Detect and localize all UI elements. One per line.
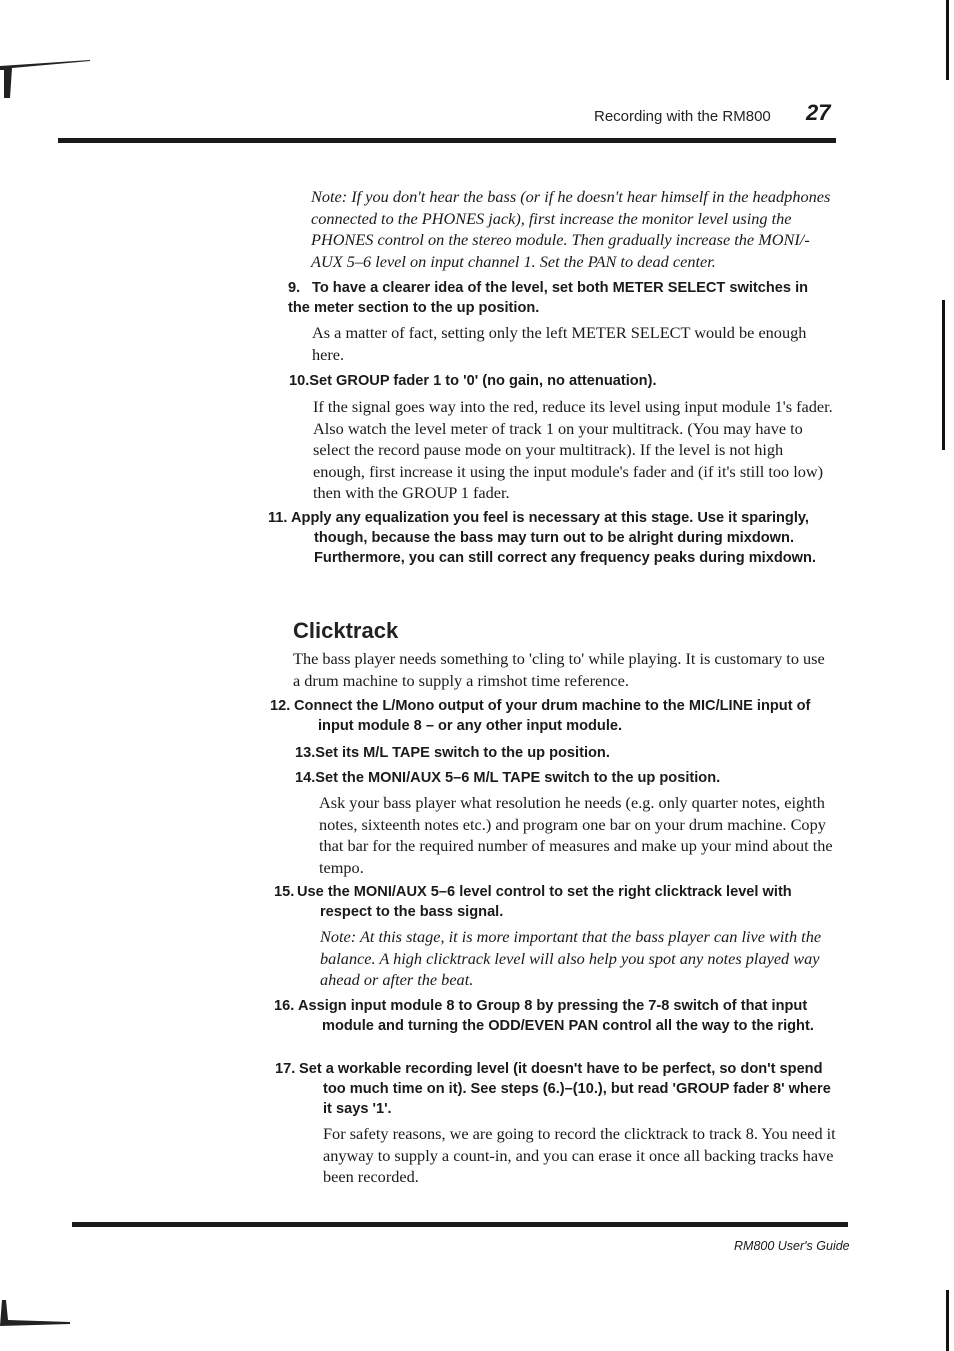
step-15-note [320, 926, 840, 991]
step-text: Set a workable recording level (it doesn't have to be perfect, so don't spend too much time on it). See steps (6.)–(10.), but read 'GROUP fader 8' where it says '1'. [299, 1061, 831, 1117]
step-text: Assign input module 8 to Group 8 by pressing the 7-8 switch of that input module and turning the ODD/EVEN PAN control all the way to the right. [298, 998, 814, 1034]
step-16: 16. Assign input module 8 to Group 8 by pressing the 7-8 switch of that input module and turning the ODD/EVEN PAN control all the way to the right. [274, 998, 814, 1034]
step-number: 14. [295, 770, 316, 786]
step-17: 17. Set a workable recording level (it doesn't have to be perfect, so don't spend too much time on it). See steps (6.)–(10.), but read 'GROUP fader 8' where it says '1'. [275, 1061, 831, 1117]
intro-note [311, 186, 833, 272]
step-text: Set the MONI/AUX 5–6 M/L TAPE switch to the up position. [315, 770, 721, 786]
footer-title: RM800 User's Guide [734, 1239, 850, 1253]
page-number: 27 [806, 100, 831, 125]
scan-corner-mark [0, 1300, 70, 1330]
step-14 [295, 768, 837, 788]
step-17-body: For safety reasons, we are going to record the clicktrack to track 8. You need it anyway to supply a count-in, and you can erase it once all backing tracks have been recorded. [323, 1124, 836, 1186]
step-number: 9. [288, 280, 301, 296]
step-number: 13. [295, 745, 316, 761]
step-text: Apply any equalization you feel is necessary at this stage. Use it sparingly, though, because the bass may turn out to be alright during mixdown. Furthermore, you can still correct any frequency peaks during mixdown. [291, 510, 816, 566]
step-text: Set its M/L TAPE switch to the up position. [315, 745, 610, 761]
section-title: Clicktrack [293, 618, 399, 643]
step-13 [295, 743, 837, 763]
note-text: At this stage, it is more important that the bass player can live with the balance. A high clicktrack level will also help you spot any notes played way ahead or after the beat. [320, 927, 822, 989]
step-text: Connect the L/Mono output of your drum machine to the MIC/LINE input of input module 8 – or any other input module. [294, 698, 811, 734]
scan-edge-line [942, 300, 945, 450]
step-12: 12. Connect the L/Mono output of your drum machine to the MIC/LINE input of input module 8 – or any other input module. [270, 698, 811, 734]
footer-rule [72, 1222, 848, 1227]
scan-edge-line [946, 0, 949, 80]
header-rule [58, 138, 836, 143]
step-number: 10. [289, 373, 310, 389]
step-10-body: If the signal goes way into the red, reduce its level using input module 1's fader. Also watch the level meter of track 1 on your multitrack. (You may have to select the record pause mode on your multitrack). If the level is not high enough, first increase it using the input module's fader and (if it's still too low) then with the GROUP 1 fader. [313, 397, 833, 502]
clicktrack-intro: The bass player needs something to 'cling to' while playing. It is customary to use a drum machine to supply a rimshot time reference. [293, 649, 825, 690]
step-9-body: As a matter of fact, setting only the left METER SELECT would be enough here. [312, 323, 807, 364]
step-text: Set GROUP fader 1 to '0' (no gain, no attenuation). [309, 373, 657, 389]
step-11: 11. Apply any equalization you feel is necessary at this stage. Use it sparingly, though, because the bass may turn out to be alright during mixdown. Furthermore, you can still correct any frequency peaks during mixdown. [268, 510, 816, 566]
note-label: Note: [320, 927, 357, 946]
step-14-body: Ask your bass player what resolution he needs (e.g. only quarter notes, eighth notes, sixteenth notes etc.) and program one bar on your drum machine. Copy that bar for the required number of measures and make up your mind about the tempo. [319, 793, 833, 877]
step-text: To have a clearer idea of the level, set both METER SELECT switches in the meter section to the up position. [288, 280, 809, 316]
scan-corner-mark [0, 58, 90, 98]
running-header: Recording with the RM800 [594, 108, 771, 125]
step-text: Use the MONI/AUX 5–6 level control to set the right clicktrack level with respect to the bass signal. [297, 884, 792, 920]
note-label: Note: [311, 187, 348, 206]
step-9 [288, 278, 833, 318]
note-text: If you don't hear the bass (or if he doesn't hear himself in the headphones connected to the PHONES jack), first increase the monitor level using the PHONES control on the stereo module. Then gradually increase the MONI/-AUX 5–6 level on input channel 1. Set the PAN to dead center. [311, 187, 831, 271]
step-10 [289, 371, 834, 391]
scan-edge-line [946, 1290, 949, 1351]
step-15: 15. Use the MONI/AUX 5–6 level control to set the right clicktrack level with respect to the bass signal. [274, 884, 792, 920]
